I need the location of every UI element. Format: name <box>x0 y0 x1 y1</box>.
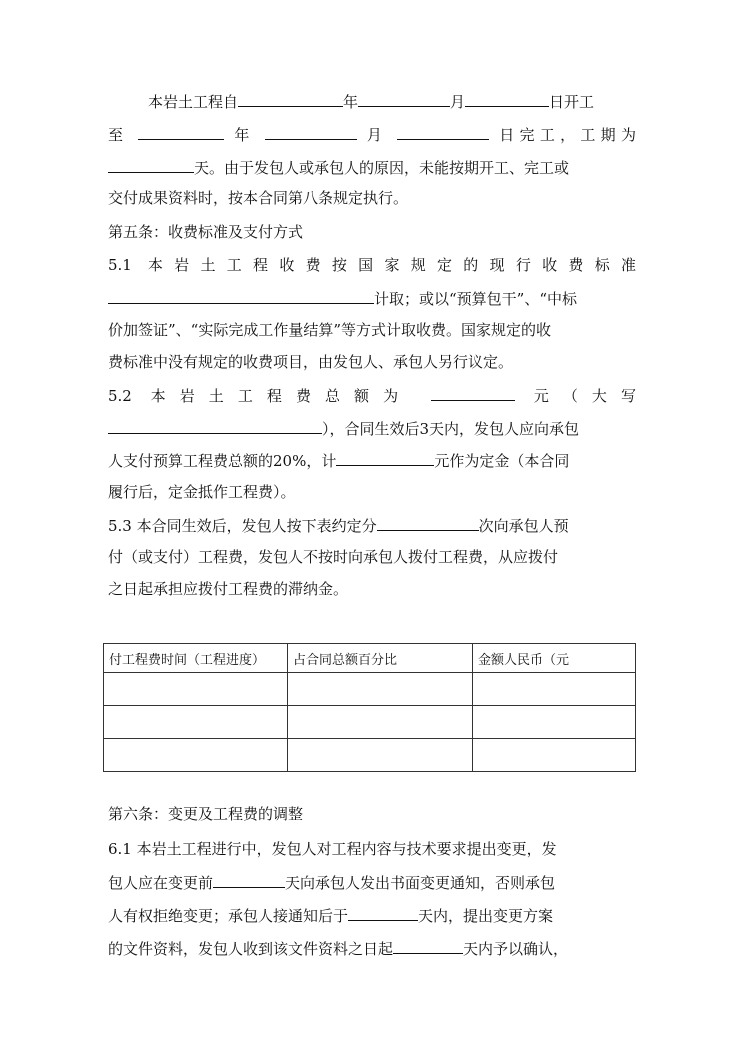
clause-6-1-line-3: 人有权拒绝变更；承包人接通知后于 天内，提出变更方案 <box>108 907 554 925</box>
clause-5-1-line-1: 5.1 本岩土工程收费按国家规定的现行收费标准 <box>108 256 636 274</box>
clause-6-1-line-2: 包人应在变更前 天向承包人发出书面变更通知，否则承包 <box>108 874 556 892</box>
table-cell[interactable] <box>104 739 288 772</box>
total-fee-capital-blank[interactable] <box>108 418 322 434</box>
deposit-amount-blank[interactable] <box>336 450 434 466</box>
article5-title: 第五条：收费标准及支付方式 <box>108 223 304 241</box>
schedule-line-3: 天。由于发包人或承包人的原因，未能按期开工、完工或 <box>108 157 636 178</box>
table-cell[interactable] <box>288 706 473 739</box>
clause-6-1-line-4: 的文件资料，发包人收到该文件资料之日起 天内予以确认， <box>108 940 569 958</box>
clause-5-1-line-3: 价加签证”、“实际完成工作量结算”等方式计取收费。国家规定的收 <box>108 321 552 339</box>
fee-payment-table <box>103 643 636 772</box>
clause-5-3-line-3: 之日起承担应拨付工程费的滞纳金。 <box>108 580 349 598</box>
start-day-blank[interactable] <box>465 91 549 107</box>
clause-5-1-line-4: 费标准中没有规定的收费项目，由发包人、承包人另行议定。 <box>108 353 514 371</box>
clause-5-2-line-4: 履行后，定金抵作工程费）。 <box>108 483 296 501</box>
table-row <box>104 739 636 772</box>
clause-5-3-line-1: 5.3 本合同生效后，发包人按下表约定分 次向承包人预 <box>108 517 569 535</box>
table-cell[interactable] <box>473 739 636 772</box>
schedule-line-4: 交付成果资料时，按本合同第八条规定执行。 <box>108 189 409 207</box>
start-month-blank[interactable] <box>358 91 450 107</box>
total-fee-blank[interactable] <box>431 385 515 401</box>
schedule-line-2: 至 年 月 日完工，工期为 <box>108 126 636 144</box>
header-amount-rmb: 金额人民币（元 <box>473 644 636 673</box>
clause-5-2-line-3: 人支付预算工程费总额的20%，计 元作为定金（本合同 <box>108 452 570 470</box>
clause-5-1-line-2: 计取；或以“预算包干”、“中标 <box>108 288 636 309</box>
clause-5-2-line-1: 5.2 本岩土工程费总额为 元（大写 <box>108 387 636 405</box>
confirm-days-blank[interactable] <box>393 938 463 954</box>
table-cell[interactable] <box>104 673 288 706</box>
fee-standard-blank[interactable] <box>108 288 374 304</box>
table-cell[interactable] <box>473 706 636 739</box>
table-header-row <box>104 644 636 673</box>
article6-title: 第六条：变更及工程费的调整 <box>108 805 304 823</box>
installments-blank[interactable] <box>377 515 479 531</box>
clause-5-3-line-2: 付（或支付）工程费，发包人不按时向承包人拨付工程费，从应拨付 <box>108 548 559 566</box>
end-year-blank[interactable] <box>138 124 224 140</box>
end-day-blank[interactable] <box>397 124 489 140</box>
clause-6-1-line-1: 6.1 本岩土工程进行中，发包人对工程内容与技术要求提出变更，发 <box>108 840 557 858</box>
table-cell[interactable] <box>288 673 473 706</box>
duration-days-blank[interactable] <box>108 157 194 173</box>
table-cell[interactable] <box>473 673 636 706</box>
table-cell[interactable] <box>288 739 473 772</box>
schedule-line-1: 本岩土工程自 年 月 日开工 <box>148 93 595 111</box>
header-payment-time: 付工程费时间（工程进度） <box>104 644 288 673</box>
clause-5-2-line-2: ），合同生效后3天内，发包人应向承包 <box>108 418 636 439</box>
table-cell[interactable] <box>104 706 288 739</box>
proposal-days-blank[interactable] <box>348 905 418 921</box>
end-month-blank[interactable] <box>265 124 357 140</box>
header-percentage: 占合同总额百分比 <box>288 644 473 673</box>
table-row <box>104 673 636 706</box>
table-row <box>104 706 636 739</box>
start-year-blank[interactable] <box>238 91 343 107</box>
change-notice-days-blank[interactable] <box>213 872 285 888</box>
